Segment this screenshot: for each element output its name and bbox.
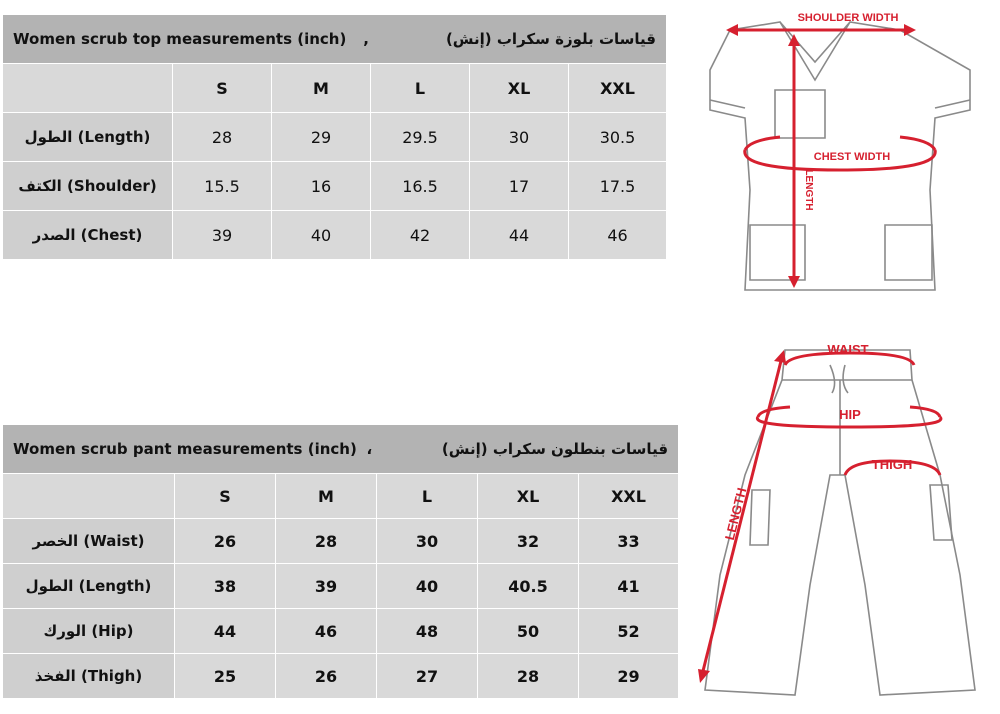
arrow-head-icon <box>904 24 916 36</box>
row-label: (Shoulder) الكتف <box>3 162 173 211</box>
cell: 17.5 <box>569 162 667 211</box>
pant-size-header: XL <box>478 474 579 519</box>
cell: 40 <box>377 564 478 609</box>
top-size-header: M <box>272 64 371 113</box>
scrub-pant-diagram <box>690 335 995 707</box>
pant-size-header-row <box>3 474 679 519</box>
cell: 48 <box>377 609 478 654</box>
table-row <box>3 654 679 699</box>
cell: 40.5 <box>478 564 579 609</box>
row-label: (Thigh) الفخذ <box>3 654 175 699</box>
cell: 28 <box>276 519 377 564</box>
top-title-separator: , <box>363 30 369 48</box>
cell: 29 <box>272 113 371 162</box>
table-row <box>3 211 667 260</box>
top-table-title <box>3 15 667 64</box>
pant-size-header: XXL <box>579 474 679 519</box>
cell: 44 <box>175 609 276 654</box>
cell: 25 <box>175 654 276 699</box>
top-table-title-row <box>3 15 667 64</box>
cell: 46 <box>569 211 667 260</box>
hip-label: HIP <box>839 407 861 422</box>
pant-title-en: Women scrub pant measurements (inch) <box>13 440 357 458</box>
cell: 30.5 <box>569 113 667 162</box>
row-label: (Hip) الورك <box>3 609 175 654</box>
row-label: (Waist) الخصر <box>3 519 175 564</box>
shoulder-width-label: SHOULDER WIDTH <box>797 12 899 24</box>
top-size-header: L <box>371 64 470 113</box>
top-size-header-row <box>3 64 667 113</box>
top-length-label: LENGTH <box>803 169 814 211</box>
cell: 26 <box>276 654 377 699</box>
pant-size-header: L <box>377 474 478 519</box>
cell: 28 <box>478 654 579 699</box>
pant-size-header: M <box>276 474 377 519</box>
pant-measurements-table <box>2 424 679 699</box>
cell: 30 <box>470 113 569 162</box>
cell: 44 <box>470 211 569 260</box>
pant-title-ar: قياسات بنطلون سكراب (إنش) <box>441 440 669 458</box>
arrow-head-icon <box>788 34 800 46</box>
cell: 41 <box>579 564 679 609</box>
table-row <box>3 519 679 564</box>
row-label: (Length) الطول <box>3 113 173 162</box>
cell: 26 <box>175 519 276 564</box>
table-row <box>3 564 679 609</box>
cell: 42 <box>371 211 470 260</box>
cell: 28 <box>173 113 272 162</box>
table-row <box>3 609 679 654</box>
top-measurements-table <box>2 14 667 260</box>
cell: 39 <box>173 211 272 260</box>
pant-size-header: S <box>175 474 276 519</box>
pant-table-title <box>3 425 679 474</box>
top-size-header: XXL <box>569 64 667 113</box>
chest-width-label: CHEST WIDTH <box>813 151 891 163</box>
cell: 29 <box>579 654 679 699</box>
scrub-pant-outline <box>705 350 975 695</box>
cell: 16.5 <box>371 162 470 211</box>
cell: 29.5 <box>371 113 470 162</box>
top-size-header: S <box>173 64 272 113</box>
row-label: (Length) الطول <box>3 564 175 609</box>
table-row <box>3 162 667 211</box>
cell: 15.5 <box>173 162 272 211</box>
cell: 52 <box>579 609 679 654</box>
row-label: (Chest) الصدر <box>3 211 173 260</box>
pant-header-blank <box>3 474 175 519</box>
scrub-top-diagram <box>690 0 990 310</box>
cell: 46 <box>276 609 377 654</box>
top-header-blank <box>3 64 173 113</box>
top-size-header: XL <box>470 64 569 113</box>
arrow-head-icon <box>788 276 800 288</box>
cell: 16 <box>272 162 371 211</box>
arrow-head-icon <box>774 350 786 363</box>
cell: 27 <box>377 654 478 699</box>
table-row <box>3 113 667 162</box>
cell: 17 <box>470 162 569 211</box>
top-title-en: Women scrub top measurements (inch) <box>13 30 347 48</box>
cell: 38 <box>175 564 276 609</box>
pant-length-label: LENGTH <box>721 486 750 542</box>
top-title-ar: قياسات بلوزة سكراب (إنش) <box>445 30 656 48</box>
thigh-label: THIGH <box>871 457 913 472</box>
cell: 33 <box>579 519 679 564</box>
pant-table-title-row <box>3 425 679 474</box>
cell: 40 <box>272 211 371 260</box>
arrow-head-icon <box>698 669 710 683</box>
cell: 50 <box>478 609 579 654</box>
cell: 30 <box>377 519 478 564</box>
cell: 32 <box>478 519 579 564</box>
cell: 39 <box>276 564 377 609</box>
waist-label: WAIST <box>827 342 869 357</box>
pant-title-separator: ، <box>366 440 373 458</box>
